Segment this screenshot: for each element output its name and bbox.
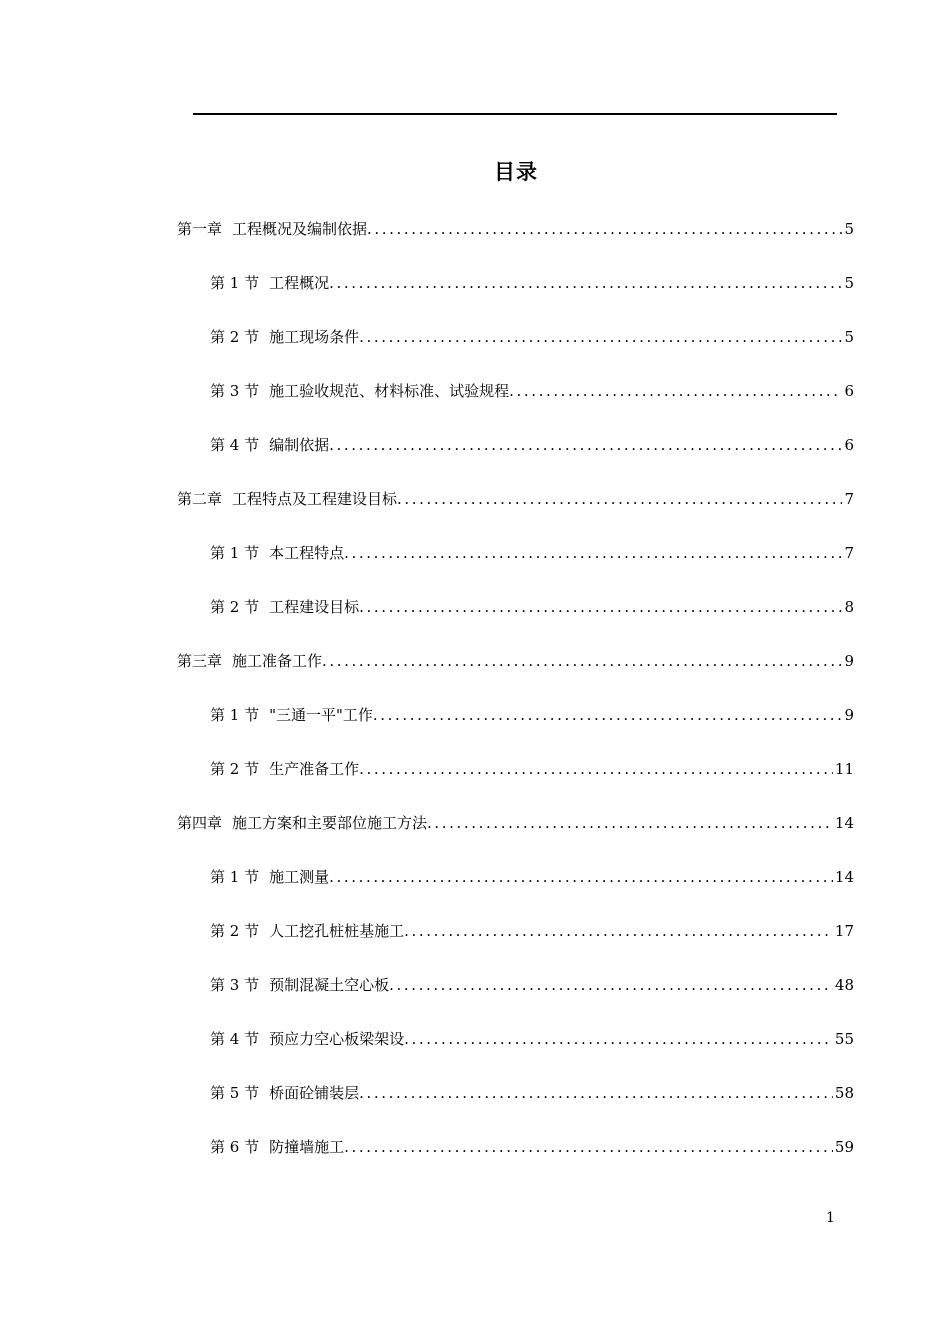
toc-entry-number: 第 2 节 (210, 760, 260, 778)
toc-entry-page: 5 (844, 274, 854, 292)
toc-entry[interactable] (177, 813, 854, 833)
toc-entry[interactable] (210, 975, 854, 995)
toc-entry-number: 第 1 节 (210, 544, 260, 562)
toc-entry-text: "三通一平"工作 (269, 706, 373, 724)
toc-entry-text: 工程概况及编制依据 (232, 220, 368, 238)
toc-entry[interactable] (210, 1029, 854, 1049)
toc-entry-text: 工程建设目标 (269, 598, 360, 616)
toc-entry-text: 工程特点及工程建设目标 (232, 490, 398, 508)
toc-dot-leader (389, 975, 833, 995)
toc-entry[interactable] (177, 489, 854, 509)
toc-entry-number: 第 1 节 (210, 868, 260, 886)
toc-dot-leader (359, 327, 842, 347)
toc-dot-leader (344, 1137, 833, 1157)
toc-entry-number: 第 6 节 (210, 1138, 260, 1156)
toc-entry-number: 第二章 (177, 490, 223, 508)
toc-title: 目录 (494, 160, 538, 184)
toc-entry-number: 第四章 (177, 814, 223, 832)
toc-entry-page: 8 (844, 598, 854, 616)
toc-entry-page: 6 (844, 382, 854, 400)
toc-entry-label (177, 651, 322, 671)
toc-dot-leader (359, 1083, 833, 1103)
toc-dot-leader (329, 867, 833, 887)
toc-entry[interactable] (210, 759, 854, 779)
toc-dot-leader (404, 1029, 833, 1049)
toc-entry-number: 第 4 节 (210, 1030, 260, 1048)
toc-entry-text: 生产准备工作 (269, 760, 360, 778)
toc-entry[interactable] (177, 651, 854, 671)
toc-entry-text: 施工准备工作 (232, 652, 323, 670)
toc-entry-label (210, 435, 329, 455)
toc-dot-leader (427, 813, 833, 833)
toc-entry[interactable] (210, 1083, 854, 1103)
toc-entry-number: 第一章 (177, 220, 223, 238)
toc-entry-text: 预应力空心板梁架设 (269, 1030, 405, 1048)
toc-entry-text: 防撞墙施工 (269, 1138, 345, 1156)
toc-entry-page: 9 (844, 652, 854, 670)
toc-entry-text: 施工现场条件 (269, 328, 360, 346)
toc-entry-label (210, 921, 404, 941)
toc-entry-label (210, 759, 359, 779)
toc-dot-leader (359, 597, 842, 617)
toc-entry-label (210, 543, 344, 563)
toc-entry-page: 17 (834, 922, 854, 940)
toc-entry-text: 工程概况 (269, 274, 330, 292)
toc-entry-text: 施工测量 (269, 868, 330, 886)
toc-dot-leader (367, 219, 842, 239)
toc-entry-text: 桥面砼铺装层 (269, 1084, 360, 1102)
toc-entry-label (210, 867, 329, 887)
toc-entry[interactable] (210, 327, 854, 347)
toc-entry[interactable] (210, 921, 854, 941)
page-number: 1 (826, 1210, 835, 1226)
toc-dot-leader (509, 381, 842, 401)
toc-entry-page: 58 (834, 1084, 854, 1102)
toc-entry-label (210, 273, 329, 293)
toc-entry[interactable] (210, 867, 854, 887)
toc-entry-number: 第 3 节 (210, 382, 260, 400)
toc-entry-text: 本工程特点 (269, 544, 345, 562)
toc-entry[interactable] (210, 597, 854, 617)
toc-entry-number: 第三章 (177, 652, 223, 670)
toc-entry-page: 7 (844, 544, 854, 562)
toc-entry[interactable] (210, 1137, 854, 1157)
toc-entry-label (210, 1083, 359, 1103)
toc-entry-page: 48 (834, 976, 854, 994)
toc-entry-label (177, 813, 427, 833)
toc-entry-number: 第 1 节 (210, 706, 260, 724)
toc-dot-leader (344, 543, 842, 563)
toc-entry-page: 9 (844, 706, 854, 724)
toc-entry-text: 施工验收规范、材料标准、试验规程 (269, 382, 510, 400)
toc-dot-leader (397, 489, 842, 509)
toc-dot-leader (404, 921, 833, 941)
toc-entry-page: 59 (834, 1138, 854, 1156)
toc-entry[interactable] (210, 705, 854, 725)
toc-entry[interactable] (210, 381, 854, 401)
toc-entry-label (210, 705, 373, 725)
toc-entry-page: 7 (844, 490, 854, 508)
toc-entry[interactable] (210, 273, 854, 293)
toc-entry-page: 14 (834, 868, 854, 886)
toc-dot-leader (329, 273, 842, 293)
toc-entry-number: 第 2 节 (210, 598, 260, 616)
toc-entry-label (210, 975, 389, 995)
toc-entry-number: 第 2 节 (210, 922, 260, 940)
toc-entry-page: 14 (834, 814, 854, 832)
toc-entry-number: 第 5 节 (210, 1084, 260, 1102)
toc-entry[interactable] (210, 435, 854, 455)
toc-entry-label (177, 489, 397, 509)
toc-entry-page: 5 (844, 220, 854, 238)
toc-entry[interactable] (177, 219, 854, 239)
toc-entry-label (210, 1137, 344, 1157)
toc-entry-label (210, 381, 509, 401)
toc-entry-label (210, 327, 359, 347)
toc-dot-leader (373, 705, 843, 725)
toc-dot-leader (329, 435, 842, 455)
toc-entry-label (210, 1029, 404, 1049)
toc-entry-text: 施工方案和主要部位施工方法 (232, 814, 428, 832)
toc-dot-leader (359, 759, 833, 779)
toc-entry-page: 11 (834, 760, 854, 778)
toc-entry-page: 5 (844, 328, 854, 346)
toc-entry-text: 编制依据 (269, 436, 330, 454)
toc-entry-number: 第 4 节 (210, 436, 260, 454)
toc-entry-number: 第 2 节 (210, 328, 260, 346)
toc-entry-text: 预制混凝土空心板 (269, 976, 390, 994)
toc-entry-page: 6 (844, 436, 854, 454)
toc-dot-leader (322, 651, 842, 671)
toc-entry-number: 第 1 节 (210, 274, 260, 292)
toc-entry-page: 55 (834, 1030, 854, 1048)
toc-entry-number: 第 3 节 (210, 976, 260, 994)
toc-entry-label (210, 597, 359, 617)
toc-entry-label (177, 219, 367, 239)
toc-entry-text: 人工挖孔桩桩基施工 (269, 922, 405, 940)
toc-entry[interactable] (210, 543, 854, 563)
